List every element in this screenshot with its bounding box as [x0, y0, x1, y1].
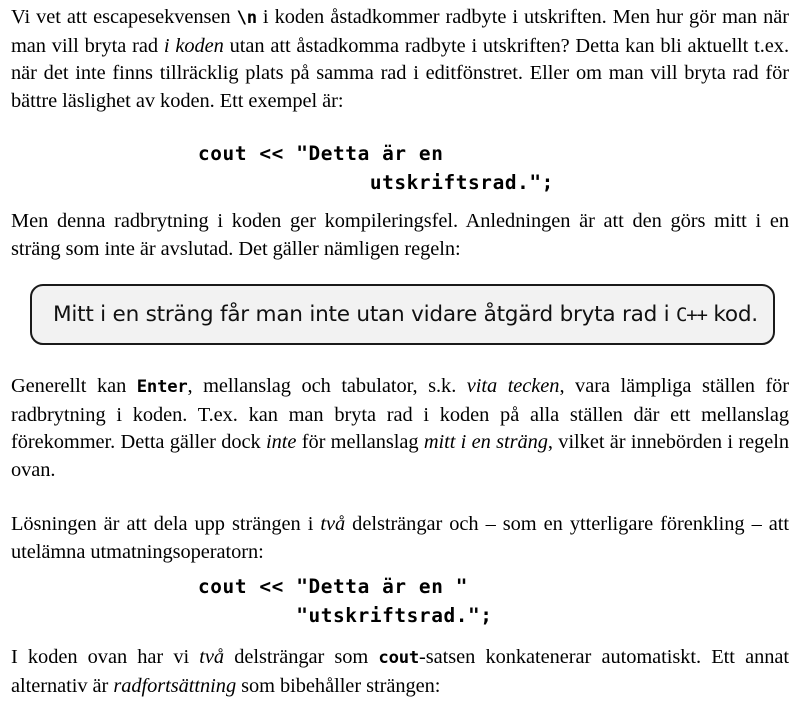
paragraph-2-container: [11, 208, 789, 263]
emphasis-mitt-i-en-strang: mitt i en sträng: [423, 431, 548, 454]
paragraph-compile-error: [11, 208, 789, 263]
paragraph-3-segment-4: för mellanslag: [296, 431, 424, 454]
callout-segment-1: Mitt i en sträng får man inte utan vidare åtgärd bryta rad i: [53, 301, 677, 327]
paragraph-4-segment-1: Lösningen är att dela upp strängen i: [11, 513, 321, 535]
code-block-2-line-1: cout << "Detta är en ": [198, 575, 469, 598]
paragraph-3-container: [11, 373, 789, 484]
paragraph-1-container: [11, 4, 789, 115]
emphasis-inte: inte: [265, 431, 297, 454]
paragraph-5-segment-1: I koden ovan har vi: [11, 646, 200, 668]
emphasis-tva-second: två: [199, 646, 225, 668]
paragraph-5-segment-3: -satsen konkatenerar automatiskt. Ett annat alternativ är: [11, 646, 789, 697]
emphasis-tva-first: två: [320, 513, 346, 535]
paragraph-4-segment-2: delsträngar och – som en ytterligare förenkling – att utelämna utmatningsoperatorn:: [11, 513, 789, 563]
callout-box-container: [30, 284, 775, 345]
rule-callout-text: [53, 301, 758, 327]
paragraph-1-segment-1: Vi vet att escapesekvensen: [11, 6, 237, 28]
callout-segment-2: kod.: [706, 301, 758, 327]
callout-cpp-label: C++: [676, 303, 707, 326]
paragraph-1-segment-2: i koden åstadkommer radbyte i utskriften. Men hur gör man när man vill bryta rad: [11, 6, 789, 57]
code-block-1-line-1: cout << "Detta är en: [198, 142, 444, 165]
paragraph-4-container: [11, 511, 789, 566]
emphasis-vita-tecken: vita tecken: [466, 375, 560, 397]
inline-code-newline-escape: \n: [236, 8, 257, 28]
code-block-1-container: [198, 139, 789, 197]
code-block-2-line-2: "utskriftsrad.";: [198, 604, 493, 627]
paragraph-intro: [11, 4, 789, 115]
paragraph-3-segment-5: , vilket är innebörden i regeln ovan.: [11, 431, 789, 481]
code-block-1-line-2: utskriftsrad.";: [198, 171, 554, 194]
paragraph-concatenation: [11, 644, 789, 700]
paragraph-solution: [11, 511, 789, 566]
inline-code-cout: cout: [378, 648, 420, 668]
paragraph-whitespace: [11, 373, 789, 484]
paragraph-3-segment-2: , mellanslag och tabulator, s.k.: [187, 375, 467, 397]
paragraph-5-container: [11, 644, 789, 700]
emphasis-radfortsattning: radfortsättning: [113, 674, 237, 697]
rule-callout-box: [30, 284, 775, 345]
paragraph-5-segment-3b: som bibehåller strängen:: [236, 674, 441, 697]
paragraph-2-segment-1: Men denna radbrytning i koden ger kompileringsfel. Anledningen är att den görs mitt i en sträng som inte är avslutad. Det gäller nämligen regeln:: [11, 210, 789, 260]
paragraph-3-segment-1: Generellt kan: [11, 375, 137, 397]
paragraph-3-segment-3: , vara lämpliga ställen för radbrytning i koden. T.ex. kan man bryta rad i koden på alla ställen där ett mellanslag förekommer. Detta gäller dock: [11, 375, 790, 454]
code-block-2-container: [198, 572, 789, 630]
inline-code-enter-key: Enter: [136, 377, 188, 397]
paragraph-1-segment-3: utan att åstadkomma radbyte i utskriften? Detta kan bli aktuellt t.ex. när det inte finns tillräcklig plats på samma rad i editfönstret. Eller om man vill bryta rad för bättre läslighet av koden. Ett exempel är:: [11, 34, 789, 112]
emphasis-i-koden: i koden: [163, 34, 224, 57]
paragraph-5-segment-2: delsträngar som: [224, 646, 379, 668]
